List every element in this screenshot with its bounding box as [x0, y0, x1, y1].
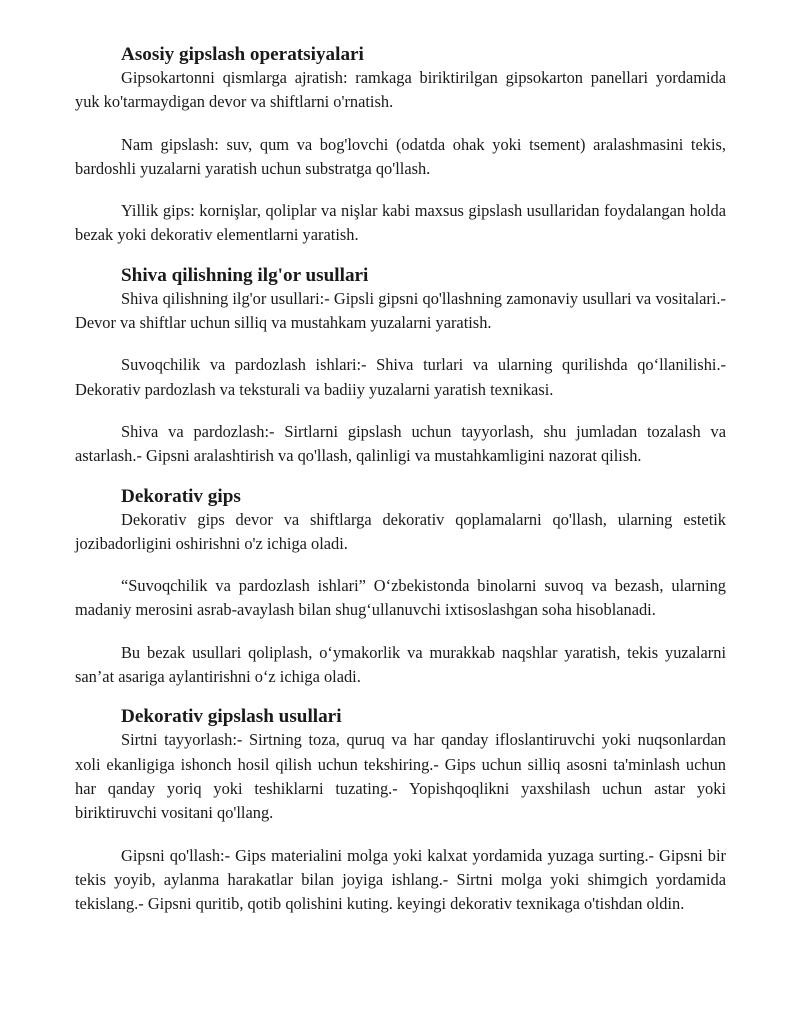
- paragraph: Yillik gips: kornişlar, qoliplar va nişlar kabi maxsus gipslash usullaridan foydalangan holda bezak yoki dekorativ elementlarni yaratish.: [75, 201, 726, 245]
- paragraph: “Suvoqchilik va pardozlash ishlari” O‘zbekistonda binolarni suvoq va bezash, ularning madaniy merosini asrab-avaylash bilan shug‘ullanuvchi ixtisoslashgan soha hisoblanadi.: [75, 576, 726, 620]
- paragraph: Gipsokartonni qismlarga ajratish: ramkaga biriktirilgan gipsokarton panellari yordamida yuk ko'tarmaydigan devor va shiftlarni o'rnatish.: [75, 68, 726, 112]
- paragraph: Dekorativ gips devor va shiftlarga dekorativ qoplamalarni qo'llash, ularning estetik jozibadorligini oshirishni o'z ichiga oladi.: [75, 509, 726, 553]
- paragraph: Bu bezak usullari qoliplash, o‘ymakorlik va murakkab naqshlar yaratish, tekis yuzalarni san’at asariga aylantirishni o‘z ichiga oladi.: [75, 642, 726, 687]
- section-heading: Dekorativ gipslash usullari: [121, 706, 342, 728]
- section-heading: Shiva qilishning ilg'or usullari: [121, 264, 369, 286]
- paragraph: Shiva va pardozlash:- Sirtlarni gipslash uchun tayyorlash, shu jumladan tozalash va astarlash.- Gipsni aralashtirish va qo'llash, qalinligi va mustahkamligini nazorat qilish.: [75, 421, 726, 466]
- section-heading: Dekorativ gips: [121, 485, 241, 507]
- paragraph: Sirtni tayyorlash:- Sirtning toza, quruq va har qanday ifloslantiruvchi yoki nuqsonlardan xoli ekanligiga ishonch hosil qilish uchun tekshiring.- Gips uchun silliq asosni ta'minlash uchun har qanday yoriq yoki teshiklarni tuzating.- Yopishqoqlikni yaxshilash uchun astar yoki biriktiruvchi vositani qo'llang.: [75, 730, 726, 823]
- paragraph: Nam gipslash: suv, qum va bog'lovchi (odatda ohak yoki tsement) aralashmasini tekis, bardoshli yuzalarni yaratish uchun substratga qo'llash.: [75, 134, 726, 178]
- paragraph: Gipsni qo'llash:- Gips materialini molga yoki kalxat yordamida yuzaga surting.- Gipsni bir tekis yoyib, aylanma harakatlar bilan joyiga ishlang.- Sirtni molga yoki shimgich yordamida tekislang.- Gipsni quritib, qotib qolishini kuting. keyingi dekorativ texnikaga o'tishdan oldin.: [75, 845, 726, 914]
- section-heading: Asosiy gipslash operatsiyalari: [121, 44, 364, 65]
- document-page: [75, 44, 726, 916]
- paragraph: Suvoqchilik va pardozlash ishlari:- Shiva turlari va ularning qurilishda qo‘llanilishi.- Dekorativ pardozlash va teksturali va badiiy yuzalarni yaratish texnikasi.: [75, 355, 726, 399]
- paragraph: Shiva qilishning ilg'or usullari:- Gipsli gipsni qo'llashning zamonaviy usullari va vositalari.- Devor va shiftlar uchun silliq va mustahkam yuzalarni yaratish.: [75, 288, 726, 333]
